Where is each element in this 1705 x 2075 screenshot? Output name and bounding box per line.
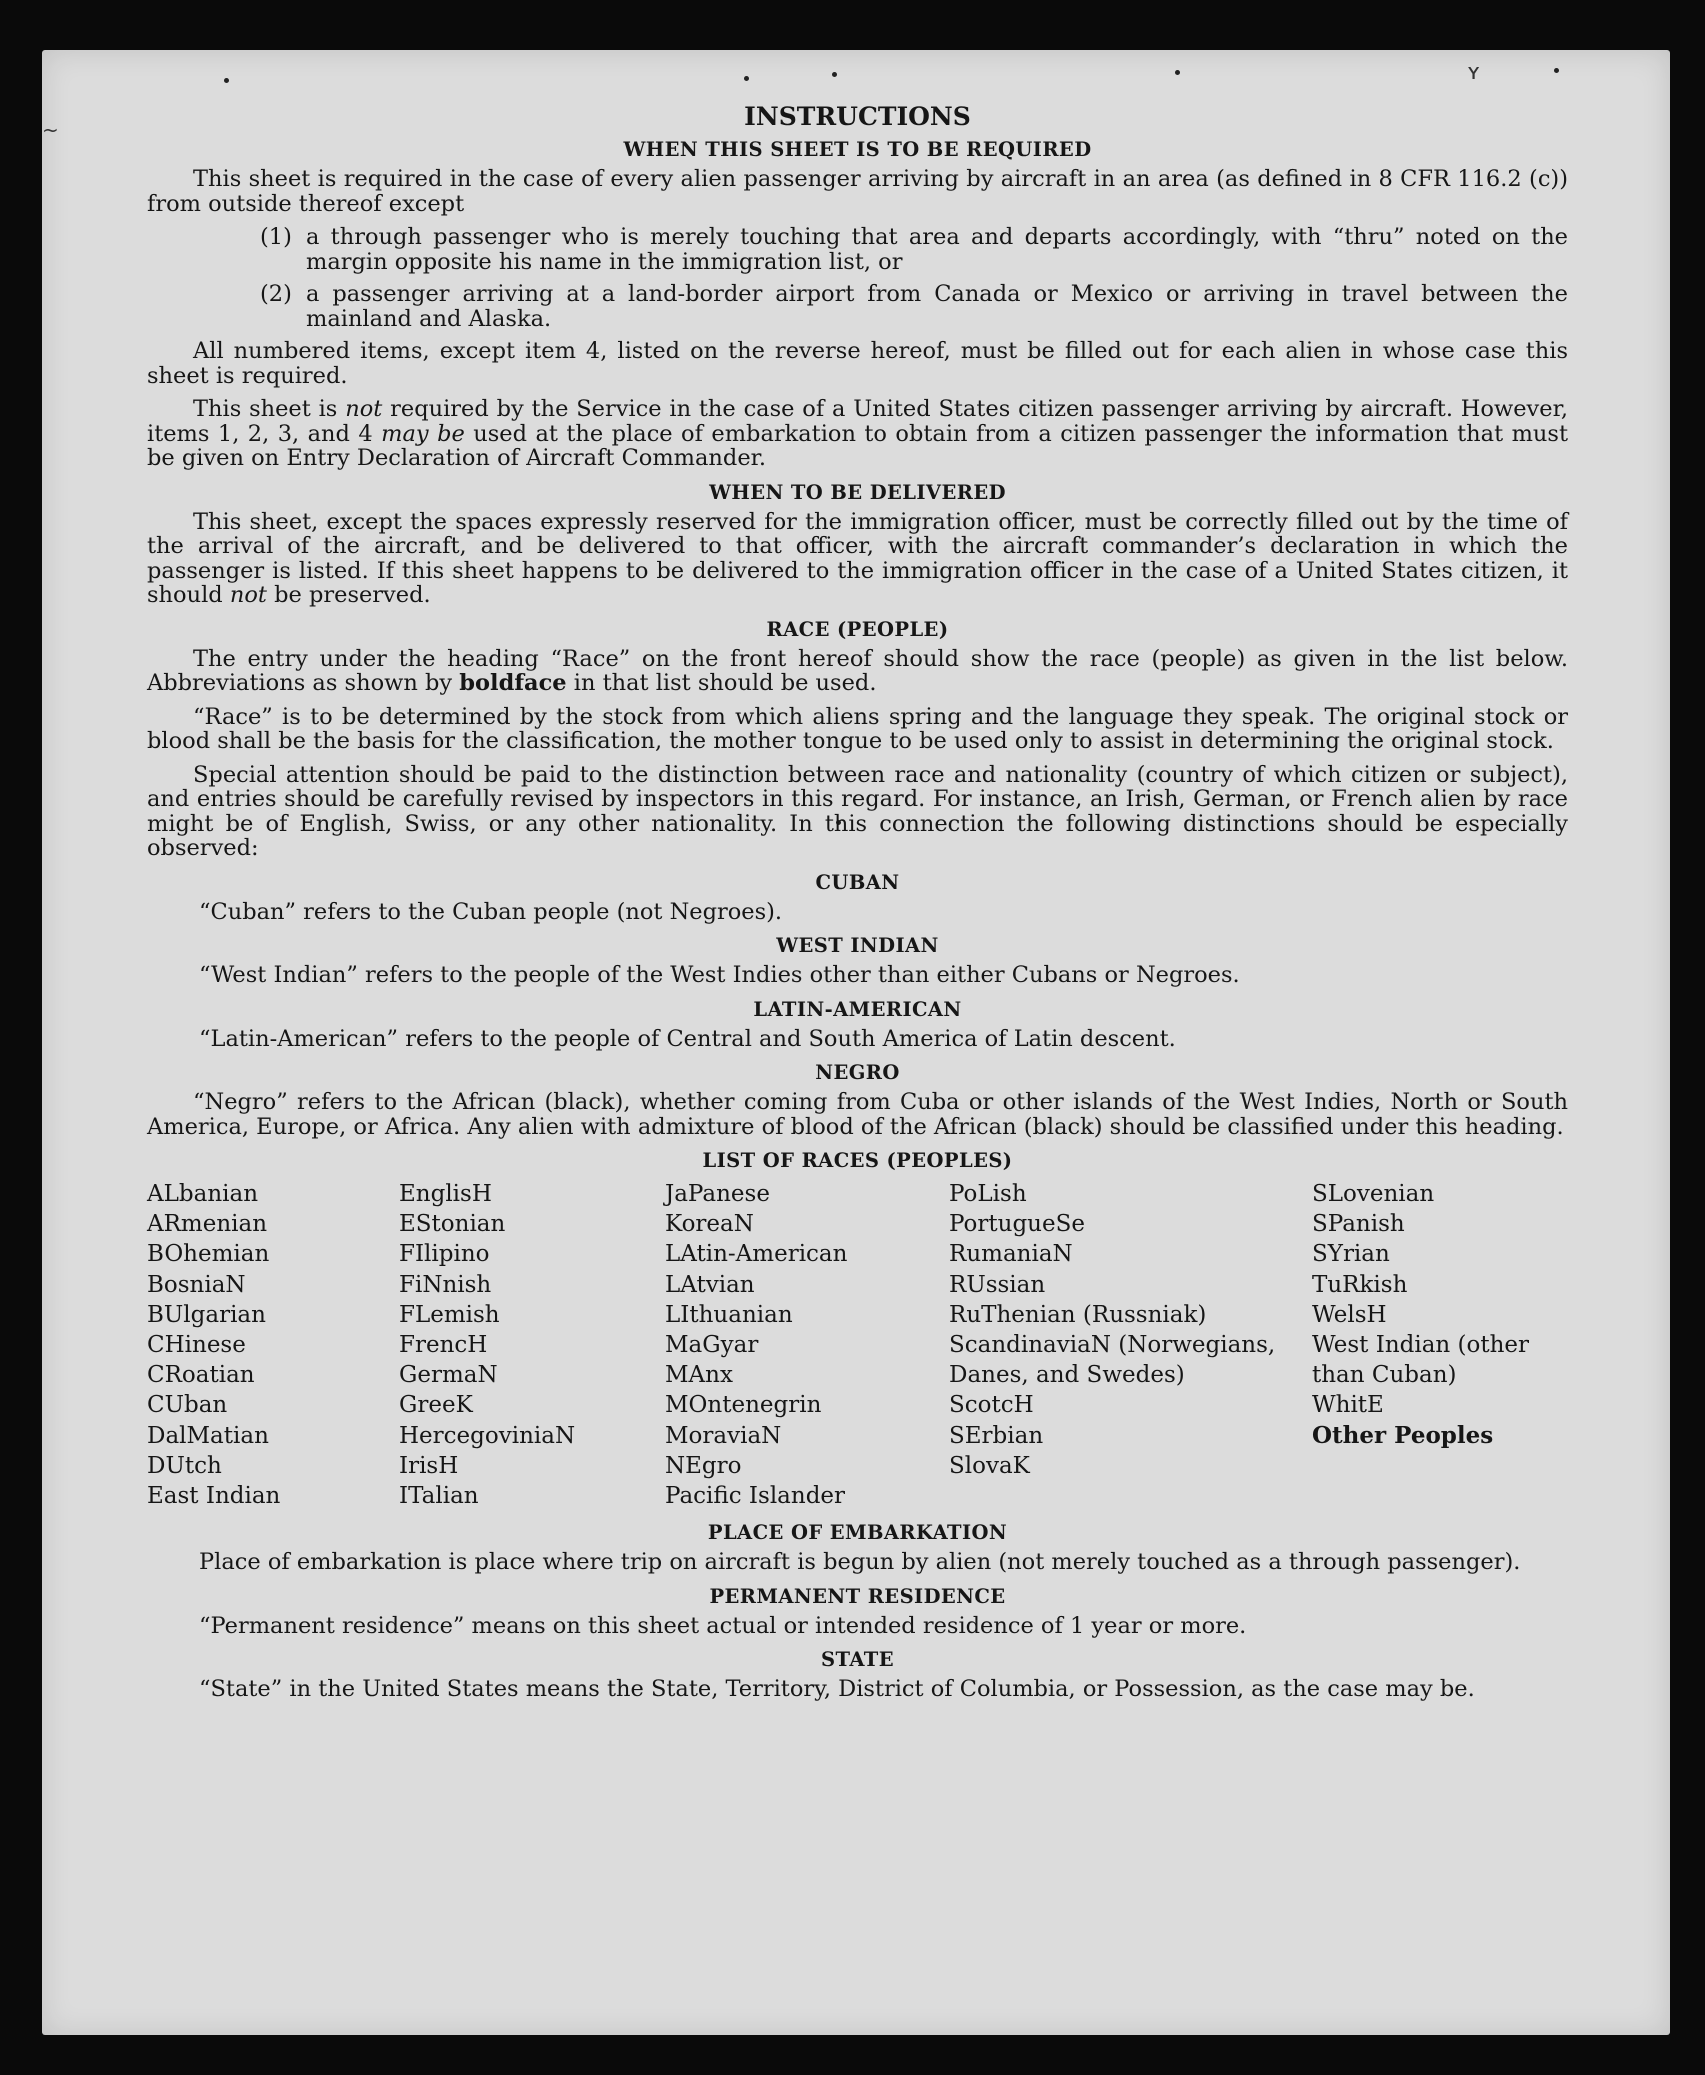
race-entry: ScotcH (949, 1392, 1034, 1419)
paragraph: “West Indian” refers to the people of the West Indies other than either Cubans or Negroes. (199, 962, 1240, 988)
race-entry: FiNnish (399, 1271, 492, 1298)
race-entry: BosniaN (147, 1271, 246, 1298)
paragraph: The entry under the heading “Race” on the front hereof should show the race (people) as given in the list below. Abbreviations as shown by boldface in that list should be used. (147, 645, 1568, 696)
heading-cuban: CUBAN (815, 870, 900, 894)
item-number: (1) (260, 224, 292, 250)
heading-residence: PERMANENT RESIDENCE (709, 1584, 1006, 1608)
instructions-text (147, 102, 1568, 1711)
list-item (260, 282, 1568, 331)
speck (1554, 68, 1559, 73)
race-entry: ITalian (399, 1483, 479, 1510)
race-entry: PoLish (949, 1181, 1027, 1207)
race-entry: RUssian (949, 1271, 1046, 1298)
race-entry: IrisH (399, 1452, 459, 1479)
race-column (399, 1179, 665, 1511)
race-column (1312, 1179, 1568, 1511)
paragraph: Place of embarkation is place where trip on aircraft is begun by alien (not merely touched as a through passenger). (199, 1549, 1521, 1576)
item-number: (2) (260, 281, 292, 307)
race-entry: ScandinaviaN (Norwegians, Danes, and Swedes) (949, 1332, 1276, 1389)
paragraph: “Race” is to be determined by the stock from which aliens spring and the language they speak. The original stock or blood shall be the basis for the classification, the mother tongue to be used only to assist in determining the original stock. (147, 703, 1568, 754)
paragraph: This sheet is required in the case of every alien passenger arriving by aircraft in an area (as defined in 8 CFR 116.2 (c)) from outside thereof except (147, 166, 1568, 217)
race-entry: NEgro (665, 1452, 742, 1479)
race-entry: CHinese (147, 1332, 246, 1359)
heading-negro: NEGRO (815, 1061, 900, 1084)
race-entry: BUlgarian (147, 1301, 266, 1328)
paragraph: This sheet, except the spaces expressly reserved for the immigration officer, must be correctly filled out by the time of the arrival of the aircraft, and be delivered to that officer, with the aircraft commander’s declaration in which the passenger is listed. If this sheet happens to be delivered to the immigration officer in the case of a United States citizen, it should not be preserved. (147, 508, 1568, 608)
race-entry: East Indian (147, 1483, 281, 1510)
race-entry: SErbian (949, 1422, 1044, 1449)
list-item (260, 225, 1568, 274)
speck (744, 76, 749, 81)
race-entry: SPanish (1312, 1211, 1405, 1238)
speck (832, 72, 837, 77)
heading-embarkation: PLACE OF EMBARKATION (707, 1521, 1008, 1545)
race-entry: BOhemian (147, 1241, 270, 1268)
race-entry: SlovaK (949, 1452, 1030, 1479)
race-entry: MoraviaN (665, 1422, 782, 1449)
race-entry: CUban (147, 1392, 228, 1419)
race-column (147, 1179, 399, 1511)
heading-when-delivered: WHEN TO BE DELIVERED (709, 480, 1006, 504)
heading-list-of-races: LIST OF RACES (PEOPLES) (702, 1149, 1013, 1172)
heading-latin-american: LATIN-AMERICAN (753, 997, 962, 1021)
race-entry: MOntenegrin (665, 1392, 822, 1419)
race-entry: West Indian (other than Cuban) (1312, 1332, 1530, 1389)
race-entry: HercegoviniaN (399, 1422, 576, 1449)
race-entry: FIlipino (399, 1241, 490, 1268)
race-entry: CRoatian (147, 1362, 255, 1389)
race-entry: RuThenian (Russniak) (949, 1301, 1207, 1328)
heading-state: STATE (821, 1648, 894, 1672)
paragraph: “Cuban” refers to the Cuban people (not Negroes). (199, 898, 783, 925)
heading-when-required: WHEN THIS SHEET IS TO BE REQUIRED (623, 138, 1092, 161)
paragraph: “Latin-American” refers to the people of Central and South America of Latin descent. (199, 1025, 1176, 1052)
item-text: a through passenger who is merely touching that area and departs accordingly, with “thru” noted on the margin opposite his name in the immigration list, or (306, 224, 1568, 275)
pen-mark: ʏ (1467, 60, 1481, 85)
race-entry: EnglisH (399, 1181, 492, 1207)
paragraph: “Negro” refers to the African (black), whether coming from Cuba or other islands of the West Indies, North or South America, Europe, or Africa. Any alien with admixture of blood of the African (black) should be classified under this heading. (147, 1089, 1568, 1140)
race-entry: SYrian (1312, 1241, 1390, 1268)
race-entry: PortugueSe (949, 1211, 1085, 1238)
speck (224, 78, 229, 83)
race-entry: SLovenian (1312, 1181, 1435, 1207)
document-page (42, 50, 1670, 2035)
race-entry: EStonian (399, 1211, 506, 1238)
page-title: INSTRUCTIONS (744, 102, 971, 131)
pen-mark: ~ (42, 118, 59, 142)
race-entry: Pacific Islander (665, 1483, 846, 1510)
race-entry: GreeK (399, 1392, 473, 1419)
race-entry: GermaN (399, 1362, 498, 1389)
race-column (665, 1179, 949, 1511)
race-entry: MaGyar (665, 1332, 759, 1359)
race-entry: ARmenian (147, 1211, 268, 1238)
heading-race: RACE (PEOPLE) (766, 617, 949, 641)
race-entry: FrencH (399, 1332, 488, 1359)
race-entry: DalMatian (147, 1422, 269, 1449)
race-entry: LAtvian (665, 1271, 755, 1298)
race-entry: TuRkish (1312, 1271, 1408, 1298)
race-entry: DUtch (147, 1452, 222, 1479)
race-entry: KoreaN (665, 1211, 754, 1238)
paragraph: All numbered items, except item 4, listed on the reverse hereof, must be filled out for each alien in whose case this sheet is required. (147, 338, 1568, 389)
paragraph: “State” in the United States means the State, Territory, District of Columbia, or Possession, as the case may be. (199, 1676, 1475, 1703)
race-list (147, 1179, 1568, 1511)
race-entry: FLemish (399, 1301, 500, 1328)
race-entry: JaPanese (665, 1181, 770, 1207)
race-entry: WelsH (1312, 1301, 1387, 1328)
paragraph: This sheet is not required by the Service in the case of a United States citizen passenger arriving by aircraft. However, items 1, 2, 3, and 4 may be used at the place of embarkation to obtain from a citizen passenger the information that must be given on Entry Declaration of Aircraft Commander. (147, 396, 1569, 471)
heading-west-indian: WEST INDIAN (776, 934, 939, 957)
race-entry: LIthuanian (665, 1301, 793, 1328)
race-entry: WhitE (1312, 1392, 1384, 1419)
paragraph: “Permanent residence” means on this sheet actual or intended residence of 1 year or more. (199, 1612, 1247, 1639)
race-column (949, 1179, 1312, 1511)
race-entry: Other Peoples (1312, 1421, 1494, 1449)
race-entry: MAnx (665, 1362, 733, 1389)
paragraph: Special attention should be paid to the distinction between race and nationality (country of which citizen or subject), and entries should be carefully revised by inspectors in this regard. For instance, an Irish, German, or French alien by race might be of English, Swiss, or any other nationality. In this connection the following distinctions should be especially observed: (147, 761, 1568, 861)
race-entry: RumaniaN (949, 1241, 1073, 1268)
speck (1175, 70, 1180, 75)
race-entry: ALbanian (147, 1181, 259, 1207)
race-entry: LAtin-American (665, 1241, 848, 1268)
item-text: a passenger arriving at a land-border airport from Canada or Mexico or arriving in travel between the mainland and Alaska. (306, 281, 1568, 332)
